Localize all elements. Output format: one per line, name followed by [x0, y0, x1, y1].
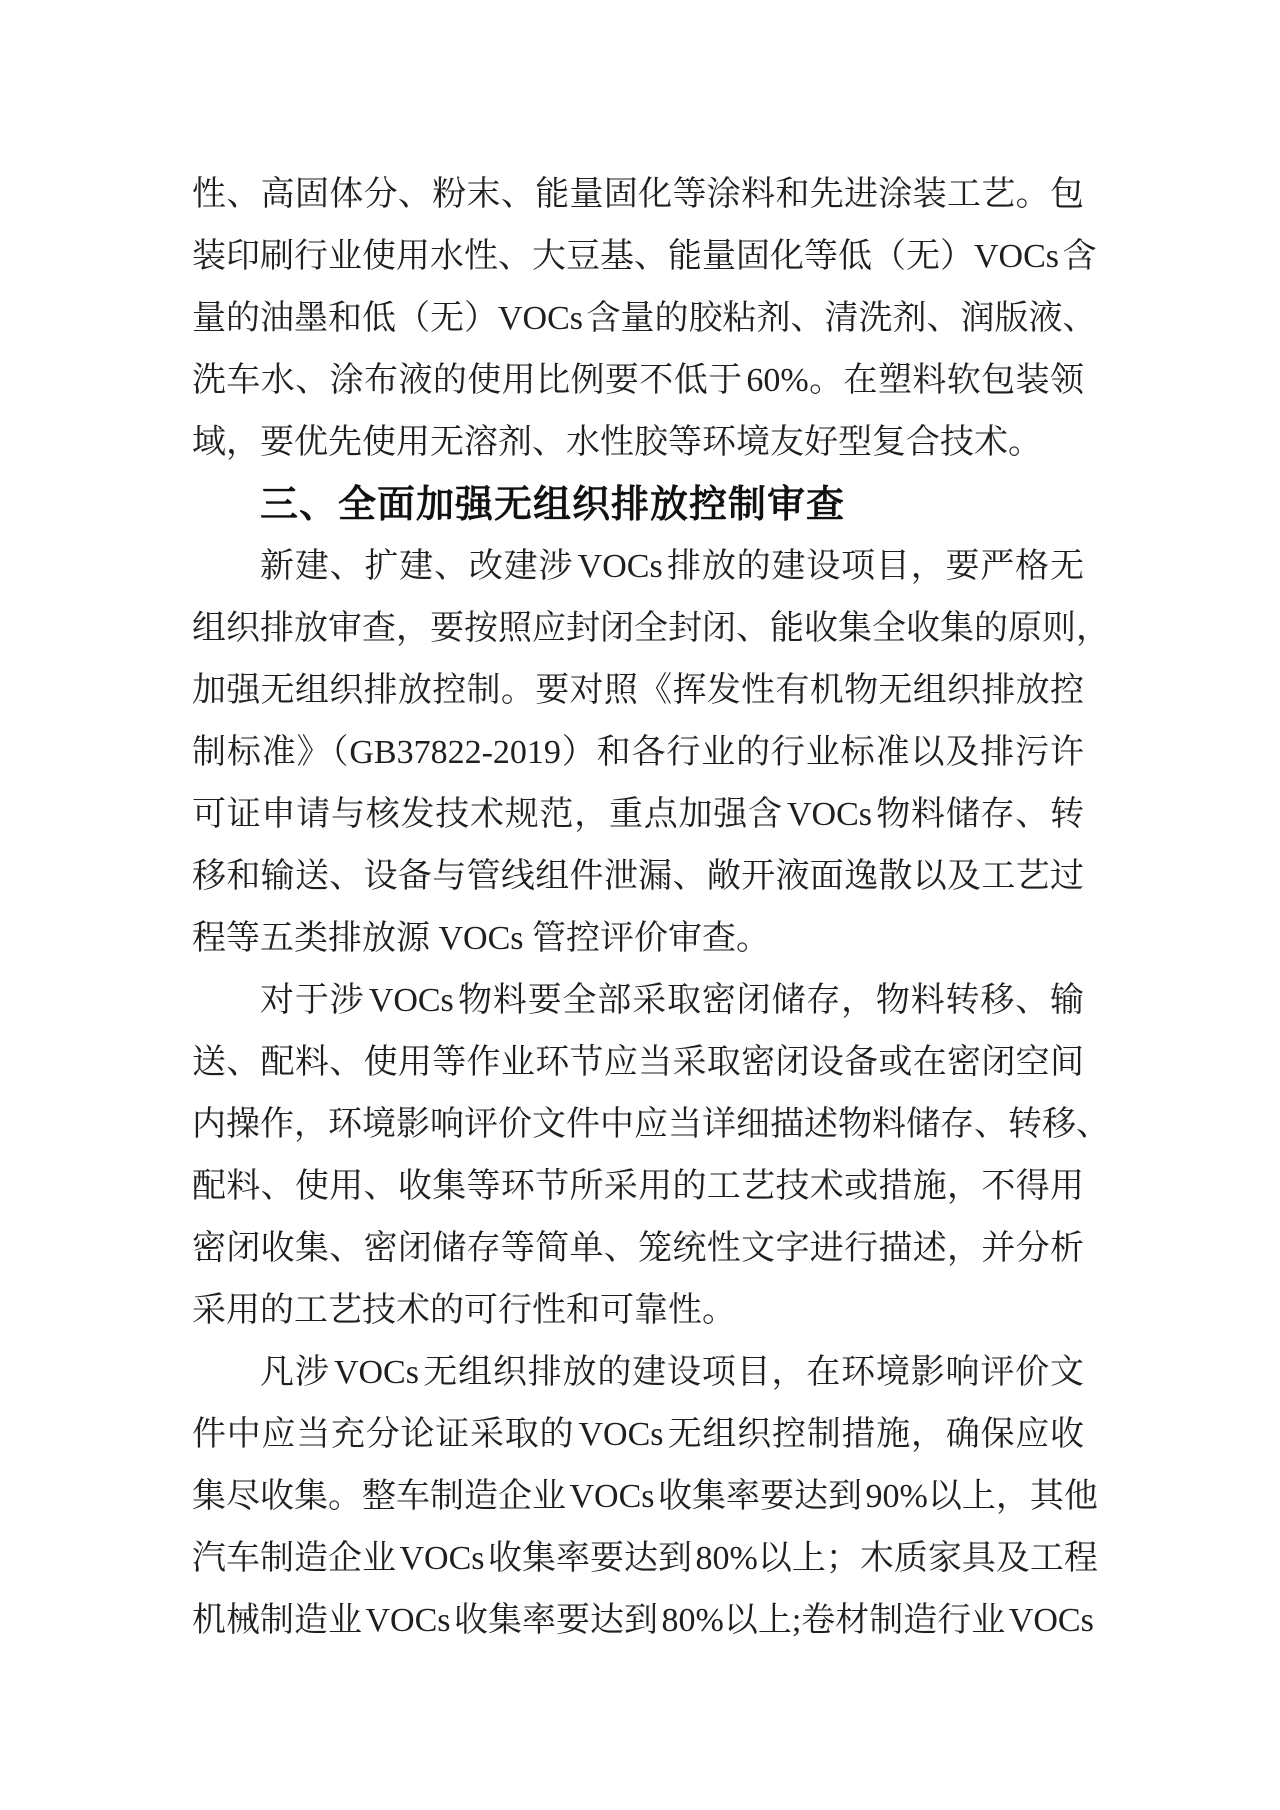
section-heading: 三、全面加强无组织排放控制审查: [260, 484, 846, 526]
body-line: 新建、扩建、改建涉 VOCs 排放的建设项目，要严格无: [260, 548, 1084, 585]
body-line: 集尽收集。整车制造企业 VOCs 收集率要达到 90%以上，其他: [192, 1478, 1098, 1515]
body-line: 加强无组织排放控制。要对照《挥发性有机物无组织排放控: [192, 672, 1084, 709]
paragraph-unorganized-review: [192, 536, 1110, 970]
body-line: 凡涉 VOCs 无组织排放的建设项目，在环境影响评价文: [260, 1354, 1084, 1391]
body-line: 内操作，环境影响评价文件中应当详细描述物料储存、转移、: [192, 1106, 1110, 1143]
paragraph-continuation: [192, 164, 1097, 474]
body-line: 配料、使用、收集等环节所采用的工艺技术或措施，不得用: [192, 1168, 1084, 1205]
body-line: 采用的工艺技术的可行性和可靠性。: [192, 1292, 736, 1329]
body-line: 性、高固体分、粉末、能量固化等涂料和先进涂装工艺。包: [192, 176, 1084, 213]
body-line: 组织排放审查，要按照应封闭全封闭、能收集全收集的原则，: [192, 610, 1110, 647]
body-line: 量的油墨和低（无）VOCs 含量的胶粘剂、清洗剂、润版液、: [192, 300, 1097, 337]
body-line: 件中应当充分论证采取的 VOCs 无组织控制措施，确保应收: [192, 1416, 1084, 1453]
body-line: 制标准》（GB37822-2019）和各行业的行业标准以及排污许: [192, 734, 1084, 771]
body-line: 可证申请与核发技术规范，重点加强含 VOCs 物料储存、转: [192, 796, 1084, 833]
body-line: 洗车水、涂布液的使用比例要不低于 60%。在塑料软包装领: [192, 362, 1084, 399]
body-line: 汽车制造企业 VOCs 收集率要达到 80%以上；木质家具及工程: [192, 1540, 1098, 1577]
paragraph-collection-rates: [192, 1342, 1098, 1652]
text-block: [192, 164, 1110, 1652]
body-line: 程等五类排放源 VOCs 管控评价审查。: [192, 920, 771, 957]
body-line: 密闭收集、密闭储存等简单、笼统性文字进行描述，并分析: [192, 1230, 1084, 1267]
body-line: 装印刷行业使用水性、大豆基、能量固化等低（无）VOCs 含: [192, 238, 1097, 275]
body-line: 移和输送、设备与管线组件泄漏、敞开液面逸散以及工艺过: [192, 858, 1084, 895]
body-line: 对于涉 VOCs 物料要全部采取密闭储存，物料转移、输: [260, 982, 1084, 1019]
body-line: 机械制造业 VOCs 收集率要达到 80%以上;卷材制造行业 VOCs: [192, 1602, 1094, 1639]
body-line: 送、配料、使用等作业环节应当采取密闭设备或在密闭空间: [192, 1044, 1084, 1081]
body-line: 域，要优先使用无溶剂、水性胶等环境友好型复合技术。: [192, 424, 1042, 461]
paragraph-closed-storage: [192, 970, 1110, 1342]
